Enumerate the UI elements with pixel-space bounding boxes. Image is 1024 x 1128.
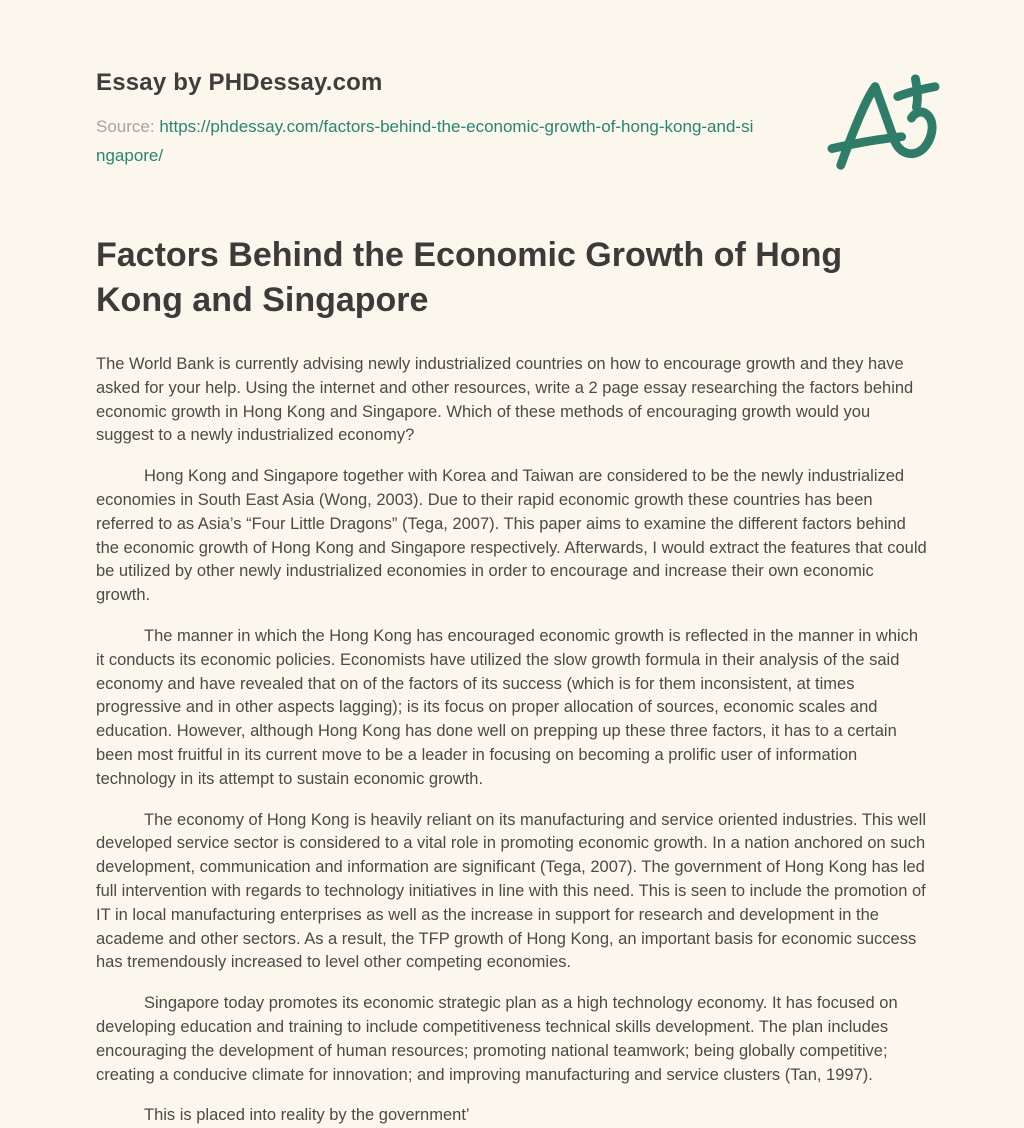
essay-paragraph: Hong Kong and Singapore together with Korea and Taiwan are considered to be the newly industrialized economies in South East Asia (Wong, 2003). Due to their rapid economic growth these countries has been referred to as Asia’s “Four Little Dragons” (Tega, 2007). This paper aims to examine the different factors behind the economic growth of Hong Kong and Singapore respectively. Afterwards, I would extract the features that could be utilized by other newly industrialized economies in order to encourage and increase their own economic growth. [96,467,927,605]
essay-body [96,353,928,1128]
essay-paragraph: The economy of Hong Kong is heavily reliant on its manufacturing and service oriented industries. This well developed service sector is considered to a vital role in promoting economic growth. In a nation anchored on such development, communication and information are significant (Tega, 2007). The government of Hong Kong has led full intervention with regards to technology initiatives in line with this need. This is seen to include the promotion of IT in local manufacturing enterprises as well as the increase in support for research and development in the academe and other sectors. As a result, the TFP growth of Hong Kong, an important basis for economic success has tremendously increased to level other competing economies. [96,810,927,972]
a-plus-logo-icon [824,70,942,178]
essay-paragraph: The manner in which the Hong Kong has encouraged economic growth is reflected in the manner in which it conducts its economic policies. Economists have utilized the slow growth formula in their analysis of the said economy and have revealed that on of the factors of its success (which is for them inconsistent, at times progressive and in other aspects lagging); is its focus on proper allocation of sources, economic scales and education. However, although Hong Kong has done well on prepping up these three factors, it has to a certain been most fruitful in its current move to be a leader in focusing on becoming a prolific user of information technology in its attempt to sustain economic growth. [96,626,919,788]
essay-paragraph: The World Bank is currently advising newly industrialized countries on how to encourage growth and they have asked for your help. Using the internet and other resources, write a 2 page essay researching the factors behind economic growth in Hong Kong and Singapore. Which of these methods of encouraging growth would you suggest to a newly industrialized economy? [96,355,914,445]
essay-page [96,0,928,1128]
source-line [96,112,756,170]
header-text-block [96,66,756,170]
source-label: Source: [96,117,155,136]
source-url-link[interactable]: https://phdessay.com/factors-behind-the-economic-growth-of-hong-kong-and-singapore/ [96,117,754,165]
essay-title: Factors Behind the Economic Growth of Hong Kong and Singapore [96,236,843,319]
essay-paragraph: Singapore today promotes its economic strategic plan as a high technology economy. It has focused on developing education and training to include competitiveness technical skills development. The plan includes encouraging the development of human resources; promoting national teamwork; being globally competitive; creating a conducive climate for innovation; and improving manufacturing and service clusters (Tan, 1997). [96,994,898,1084]
page-header [96,66,928,178]
byline-heading: Essay by PHDessay.com [96,69,383,96]
essay-paragraph: This is placed into reality by the government’ [144,1106,470,1125]
